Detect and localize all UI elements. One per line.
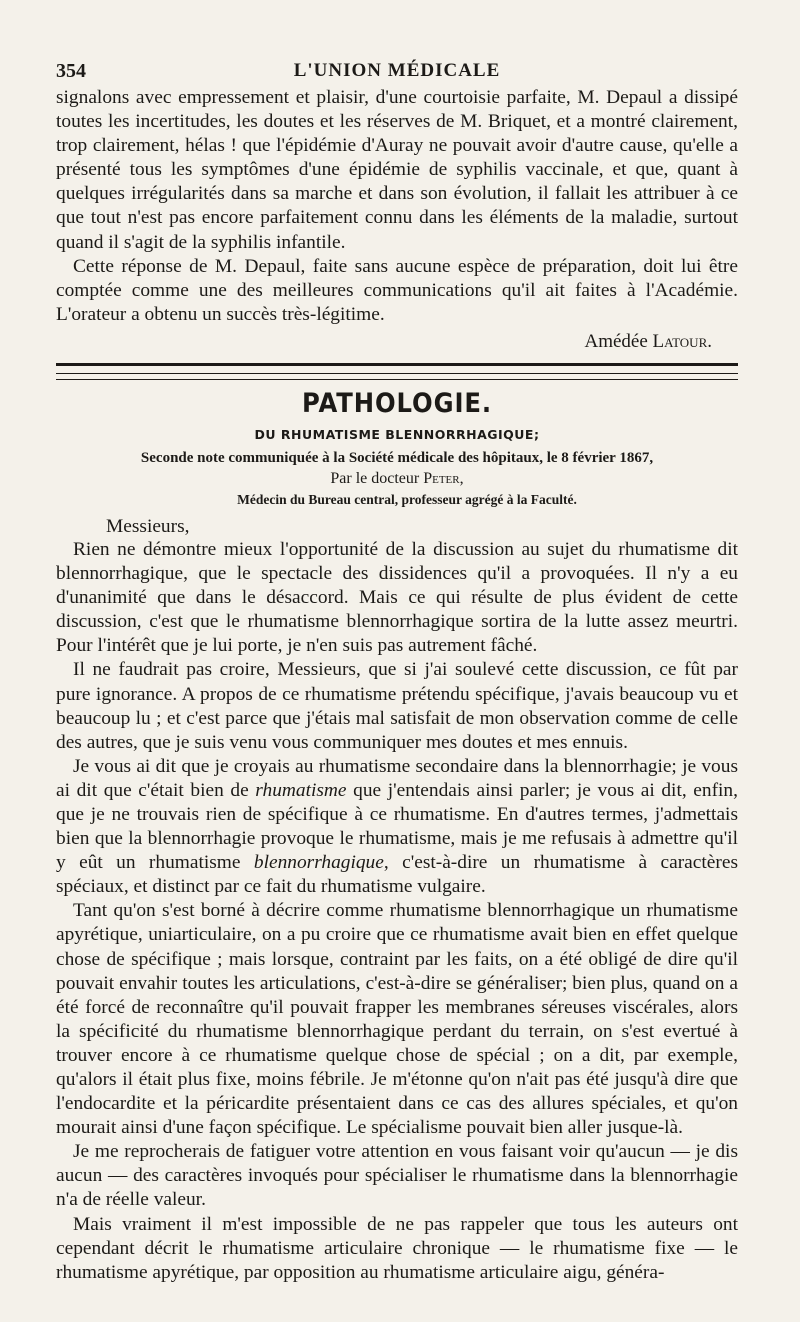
intro-paragraph-2: Cette réponse de M. Depaul, faite sans aucune espèce de préparation, doit lui être comptée comme une des meilleures communications qu'il ait faites à l'Académie. L'orateur a obtenu un succès très-légitime. — [56, 255, 738, 325]
text-run: , c'est-à-dire un rhumatisme à caractères spéciaux, et distinct par ce fait du rhumatisme vulgaire. — [56, 852, 738, 898]
author-name: Peter, — [423, 469, 464, 487]
page-number: 354 — [56, 60, 86, 82]
body-paragraph — [56, 755, 738, 900]
page-header — [56, 56, 738, 86]
body-paragraph: Rien ne démontre mieux l'opportunité de la discussion au sujet du rhumatisme dit blennorrhagique, que le spectacle des dissidences qu'il a provoquées. Il n'y a eu d'unanimité que dans le désaccord. Mais ce qui résulte de plus évident de cette discussion, c'est que le rhumatisme blennorrhagique sortira de la lutte assez meurtri. Pour l'intérêt que je lui porte, je n'en suis pas autrement fâché. — [56, 538, 738, 657]
article-title: DU RHUMATISME BLENNORRHAGIQUE; — [254, 426, 540, 442]
text-run: que j'entendais ainsi parler; je vous ai dit, enfin, que je ne trouvais rien de spécifique à ce rhumatisme. En d'autres termes, j'admettais bien que la blennorrhagie provoque le rhumatisme, mais je me refusais à admettre qu'il y eût un rhumatisme — [56, 779, 738, 874]
article-subtitle: Seconde note communiquée à la Société médicale des hôpitaux, le 8 février 1867, — [140, 449, 654, 466]
signature-last: Latour. — [652, 330, 712, 352]
emphasis-rhumatisme: rhumatisme — [255, 779, 347, 801]
salutation: Messieurs, — [106, 515, 190, 537]
page — [56, 56, 738, 1285]
running-head: L'UNION MÉDICALE — [293, 60, 501, 81]
author-affiliation: Médecin du Bureau central, professeur agrégé à la Faculté. — [237, 491, 577, 507]
author-prefix: Par le docteur — [330, 469, 420, 487]
body-paragraph: Mais vraiment il m'est impossible de ne pas rappeler que tous les auteurs ont cependant décrit le rhumatisme articulaire chronique — le rhumatisme fixe — le rhumatisme apyrétique, par opposition au rhumatisme articulaire aigu, généra- — [56, 1213, 738, 1283]
section-divider-thin — [56, 379, 738, 380]
text-run: Je vous ai dit que je croyais au rhumatisme secondaire dans la blennorrhagie; je vous ai dit que c'était bien de — [56, 755, 738, 801]
signature — [56, 331, 712, 353]
signature-first: Amédée — [584, 330, 648, 352]
section-title: PATHOLOGIE. — [301, 387, 493, 419]
body-paragraph: Je me reprocherais de fatiguer votre attention en vous faisant voir qu'aucun — je dis aucun — des caractères invoqués pour spécialiser le rhumatisme dans la blennorrhagie n'a de réelle valeur. — [56, 1141, 738, 1211]
section-divider-double — [56, 363, 738, 374]
intro-paragraph-1: signalons avec empressement et plaisir, d'une courtoisie parfaite, M. Depaul a dissipé toutes les incertitudes, les doutes et les réserves de M. Briquet, et a montré clairement, trop clairement, hélas ! que l'épidémie d'Auray ne pouvait avoir d'autre cause, qu'elle a présenté tous les symptômes d'une épidémie de syphilis vaccinale, et que, quant à quelques irrégularités dans sa marche et dans son évolution, il fallait les attribuer à ce que tout n'est pas encore parfaitement connu dans les éléments de la maladie, surtout quand il s'agit de la syphilis infantile. — [56, 87, 738, 253]
emphasis-blennorrhagique: blennorrhagique — [253, 852, 384, 874]
author-line — [56, 470, 738, 488]
body-paragraph: Il ne faudrait pas croire, Messieurs, que si j'ai soulevé cette discussion, ce fût par pure ignorance. A propos de ce rhumatisme prétendu spécifique, j'avais beaucoup vu et beaucoup lu ; et c'est parce que j'étais mal satisfait de mon observation comme de celle des autres, que je suis venu vous communiquer mes doutes et mes ennuis. — [56, 659, 738, 753]
body-paragraph: Tant qu'on s'est borné à décrire comme rhumatisme blennorrhagique un rhumatisme apyrétique, uniarticulaire, on a pu croire que ce rhumatisme avait bien en effet quelque chose de spécifique ; mais lorsque, contraint par les faits, on a été obligé de dire qu'il pouvait envahir toutes les articulations, c'est-à-dire se généraliser; bien plus, quand on a été forcé de reconnaître qu'il pouvait frapper les membranes séreuses viscérales, alors la spécificité du rhumatisme blennorrhagique perdant du terrain, on s'est evertué à trouver encore à ce rhumatisme quelque chose de spécial ; on a dit, par exemple, qu'alors il était plus fixe, moins fébrile. Je m'étonne qu'on n'ait pas été jusqu'à dire que l'endocardite et la péricardite présentaient dans ce cas des allures spéciales, et qu'on mourait ainsi d'une façon spécifique. Le spécialisme pouvait bien aller jusque-là. — [56, 900, 738, 1139]
